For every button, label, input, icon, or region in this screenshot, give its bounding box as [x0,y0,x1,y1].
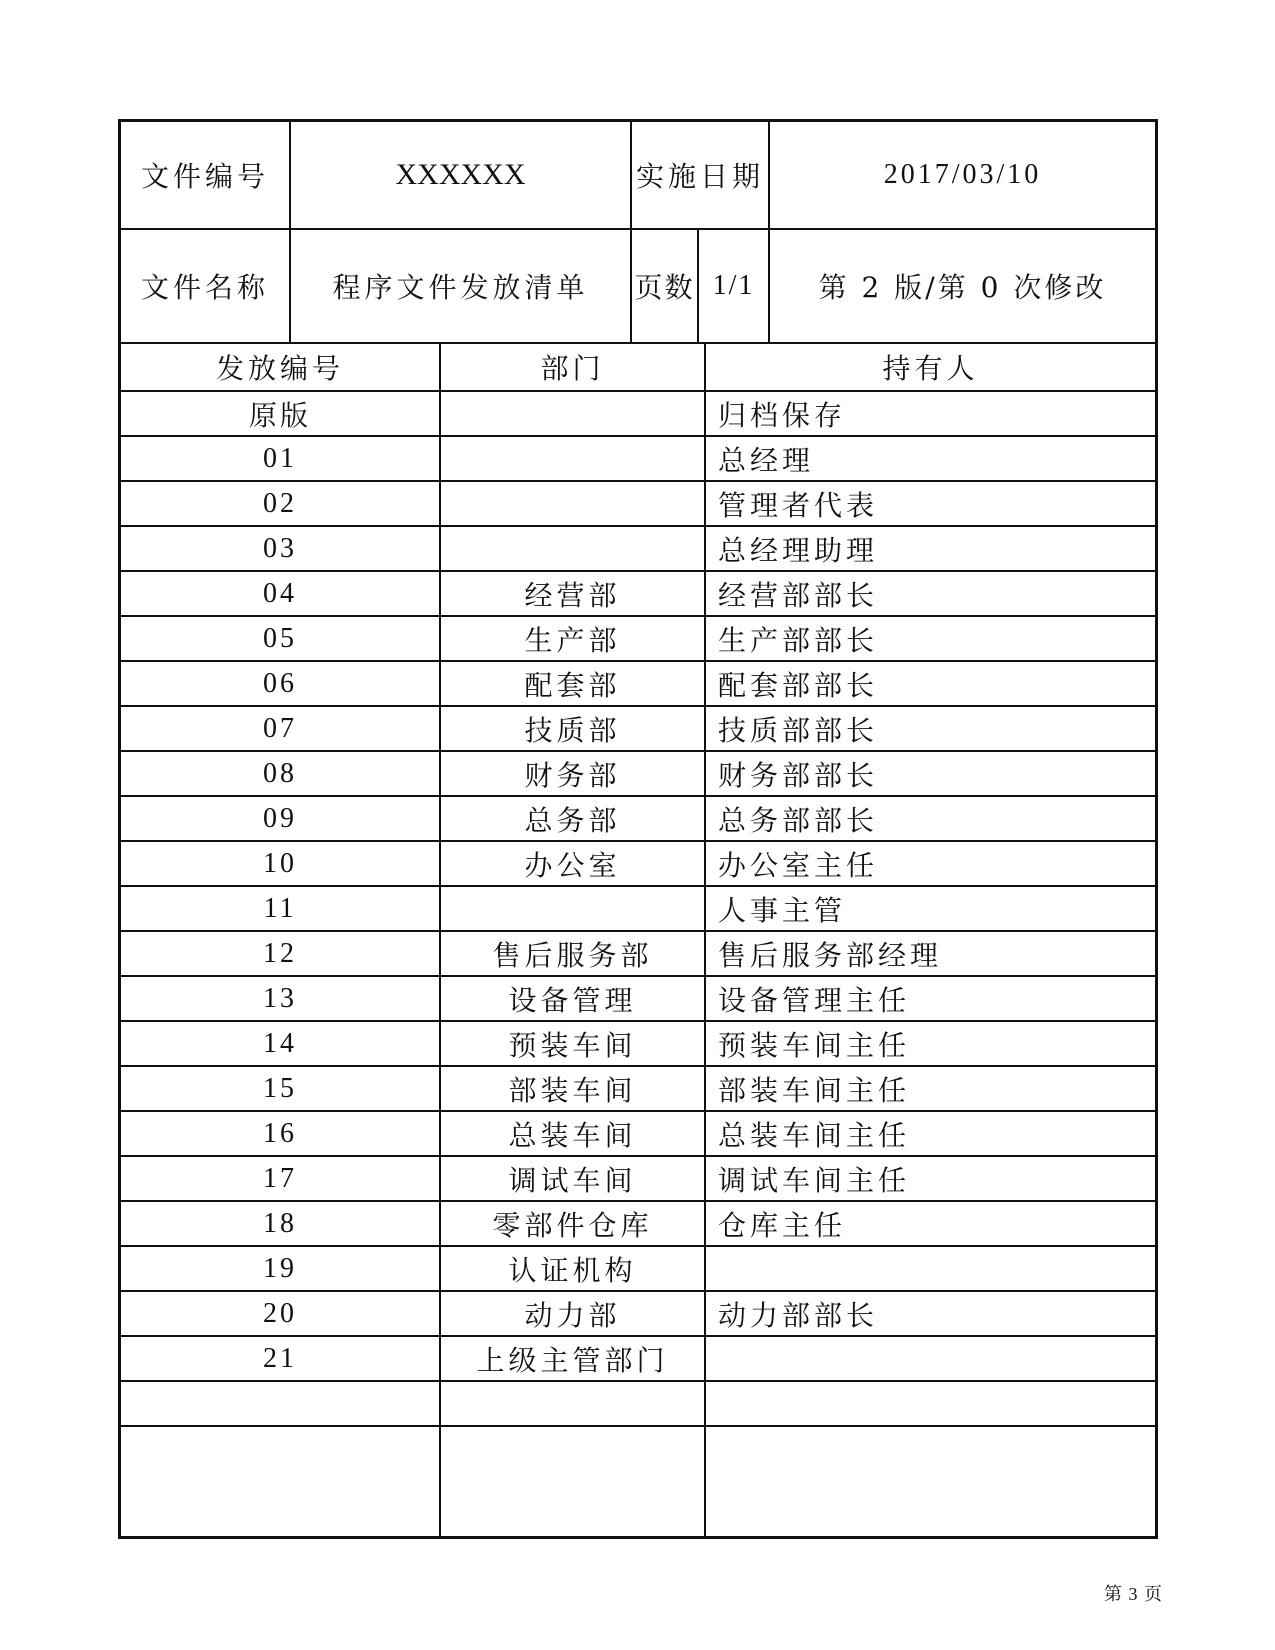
page-number: 第 3 页 [1104,1584,1163,1604]
column-header-issue-no: 发放编号 [215,352,344,385]
effective-date-label: 实施日期 [635,160,764,193]
department-cell: 经营部 [524,578,621,612]
issue-no-cell: 21 [263,1342,297,1374]
department-cell: 技质部 [524,713,621,747]
effective-date-value: 2017/03/10 [883,159,1042,190]
holder-cell: 预装车间主任 [718,1028,911,1062]
issue-no-cell: 16 [263,1117,297,1149]
department-cell [441,527,704,570]
column-header-holder: 持有人 [882,352,979,385]
department-cell: 办公室 [524,848,621,882]
holder-cell [706,1337,1155,1380]
holder-cell: 仓库主任 [718,1208,847,1242]
holder-cell: 归档保存 [718,398,847,432]
issue-no-cell: 03 [263,532,297,564]
department-cell: 总装车间 [508,1118,637,1152]
distribution-list-form [118,119,1158,1539]
holder-cell: 管理者代表 [718,488,879,522]
holder-cell: 售后服务部经理 [718,938,943,972]
doc-no-value: XXXXXX [395,158,526,191]
doc-no-label: 文件编号 [140,160,269,193]
department-cell [441,482,704,525]
issue-no-cell: 09 [263,802,297,834]
holder-cell: 技质部部长 [718,713,879,747]
department-cell [441,887,704,930]
holder-cell: 总经理 [718,443,815,477]
department-cell: 调试车间 [508,1163,637,1197]
holder-cell: 总经理助理 [718,533,879,567]
issue-no-cell: 05 [263,622,297,654]
issue-no-cell: 07 [263,712,297,744]
holder-cell: 部装车间主任 [718,1073,911,1107]
issue-no-cell: 20 [263,1297,297,1329]
pages-value: 1/1 [712,270,755,301]
holder-cell: 经营部部长 [718,578,879,612]
holder-cell: 动力部部长 [718,1298,879,1332]
holder-cell: 财务部部长 [718,758,879,792]
holder-cell [706,1247,1155,1290]
holder-cell [706,1382,1155,1425]
department-cell: 配套部 [524,668,621,702]
department-cell [441,1427,704,1470]
holder-cell: 办公室主任 [718,848,879,882]
pages-label: 页数 [634,271,695,304]
issue-no-cell [121,1382,439,1425]
issue-no-cell [121,1427,439,1470]
department-cell: 生产部 [524,623,621,657]
issue-no-cell: 12 [263,937,297,969]
issue-no-cell: 17 [263,1162,297,1194]
holder-cell: 生产部部长 [718,623,879,657]
issue-no-cell: 19 [263,1252,297,1284]
department-cell: 上级主管部门 [476,1343,669,1377]
department-cell: 设备管理 [508,983,637,1017]
department-cell: 财务部 [524,758,621,792]
department-cell: 动力部 [524,1298,621,1332]
issue-no-cell: 06 [263,667,297,699]
issue-no-cell: 08 [263,757,297,789]
issue-no-cell: 02 [263,487,297,519]
department-cell: 总务部 [524,803,621,837]
department-cell: 部装车间 [508,1073,637,1107]
issue-no-cell: 14 [263,1027,297,1059]
holder-cell: 总务部部长 [718,803,879,837]
department-cell: 零部件仓库 [492,1208,653,1242]
holder-cell: 人事主管 [718,893,847,927]
issue-no-cell: 18 [263,1207,297,1239]
issue-no-cell: 11 [263,892,297,924]
department-cell: 认证机构 [508,1253,637,1287]
doc-name-value: 程序文件发放清单 [332,271,589,304]
issue-no-cell: 15 [263,1072,297,1104]
holder-cell: 调试车间主任 [718,1163,911,1197]
department-cell [441,392,704,435]
issue-no-cell: 10 [263,847,297,879]
holder-cell: 设备管理主任 [718,983,911,1017]
revision-value: 第 2 版/第 0 次修改 [818,271,1107,304]
department-cell: 预装车间 [508,1028,637,1062]
department-cell: 售后服务部 [492,938,653,972]
issue-no-cell: 13 [263,982,297,1014]
issue-no-cell: 04 [263,577,297,609]
holder-cell: 配套部部长 [718,668,879,702]
department-cell [441,1382,704,1425]
column-header-department: 部门 [540,352,605,385]
holder-cell [706,1427,1155,1470]
holder-cell: 总装车间主任 [718,1118,911,1152]
doc-name-label: 文件名称 [140,271,269,304]
department-cell [441,437,704,480]
issue-no-cell: 01 [263,442,297,474]
issue-no-cell: 原版 [248,400,311,432]
